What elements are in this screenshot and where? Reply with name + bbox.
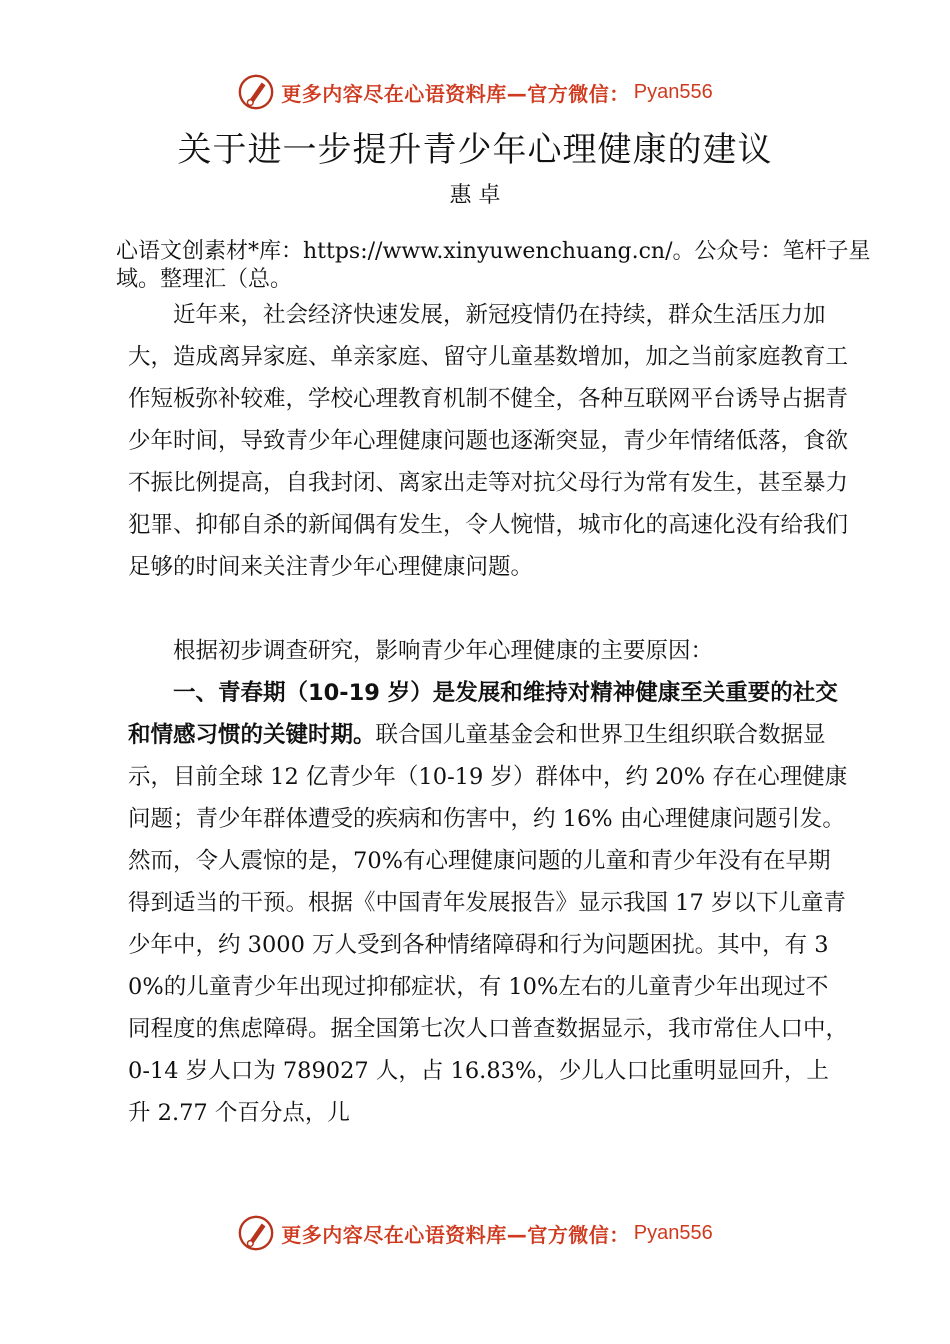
document-author: 惠 卓 (449, 183, 501, 208)
pen-nib-logo-icon (237, 1214, 275, 1252)
watermark-banner-bottom (0, 1211, 950, 1255)
watermark-banner-top (0, 70, 950, 114)
source-line: 心语文创素材*库：https://www.xinyuwenchuang.cn/。公众号：笔杆子星域。整理汇（总。 (116, 239, 871, 292)
pen-nib-logo-icon (237, 73, 275, 111)
section-1-heading: 一、青春期（10-19 岁）是发展和维持对精神健康至关重要的社交和情感习惯的关键时期。 (128, 680, 838, 748)
paragraph-intro: 近年来，社会经济快速发展，新冠疫情仍在持续，群众生活压力加大，造成离异家庭、单亲家庭、留守儿童基数增加，加之当前家庭教育工作短板弥补较难，学校心理教育机制不健全，各种互联网平台诱导占据青少年时间，导致青少年心理健康问题也逐渐突显，青少年情绪低落，食欲不振比例提高，自我封闭、离家出走等对抗父母行为常有发生，甚至暴力犯罪、抑郁自杀的新闻偶有发生，令人惋惜，城市化的高速化没有给我们足够的时间来关注青少年心理健康问题。 (128, 302, 849, 580)
paragraph-section-1 (128, 672, 848, 1134)
banner-wechat-id: Pyan556 (633, 1221, 713, 1244)
banner-wechat-id: Pyan556 (633, 80, 713, 103)
section-1-body: 联合国儿童基金会和世界卫生组织联合数据显示，目前全球 12 亿青少年（10-19 岁）群体中，约 20% 存在心理健康问题；青少年群体遭受的疾病和伤害中，约 16% 由心理健康问题引发。然而，令人震惊的是，70%有心理健康问题的儿童和青少年没有在早期得到适当的干预。根据《中国青年发展报告》显示我国 17 岁以下儿童青少年中，约 3000 万人受到各种情绪障碍和行为问题困扰。其中，有 30%的儿童青少年出现过抑郁症状，有 10%左右的儿童青少年出现过不同程度的焦虑障碍。据全国第七次人口普查数据显示，我市常住人口中，0-14 岁人口为 789027 人，占 16.83%，少儿人口比重明显回升，上升 2.77 个百分点，儿 (128, 722, 849, 1126)
banner-text: 更多内容尽在心语资料库—官方微信： (281, 1222, 630, 1247)
banner-text: 更多内容尽在心语资料库—官方微信： (281, 81, 630, 106)
document-title: 关于进一步提升青少年心理健康的建议 (177, 130, 773, 170)
paragraph-reasons-lead: 根据初步调查研究，影响青少年心理健康的主要原因： (173, 638, 714, 664)
